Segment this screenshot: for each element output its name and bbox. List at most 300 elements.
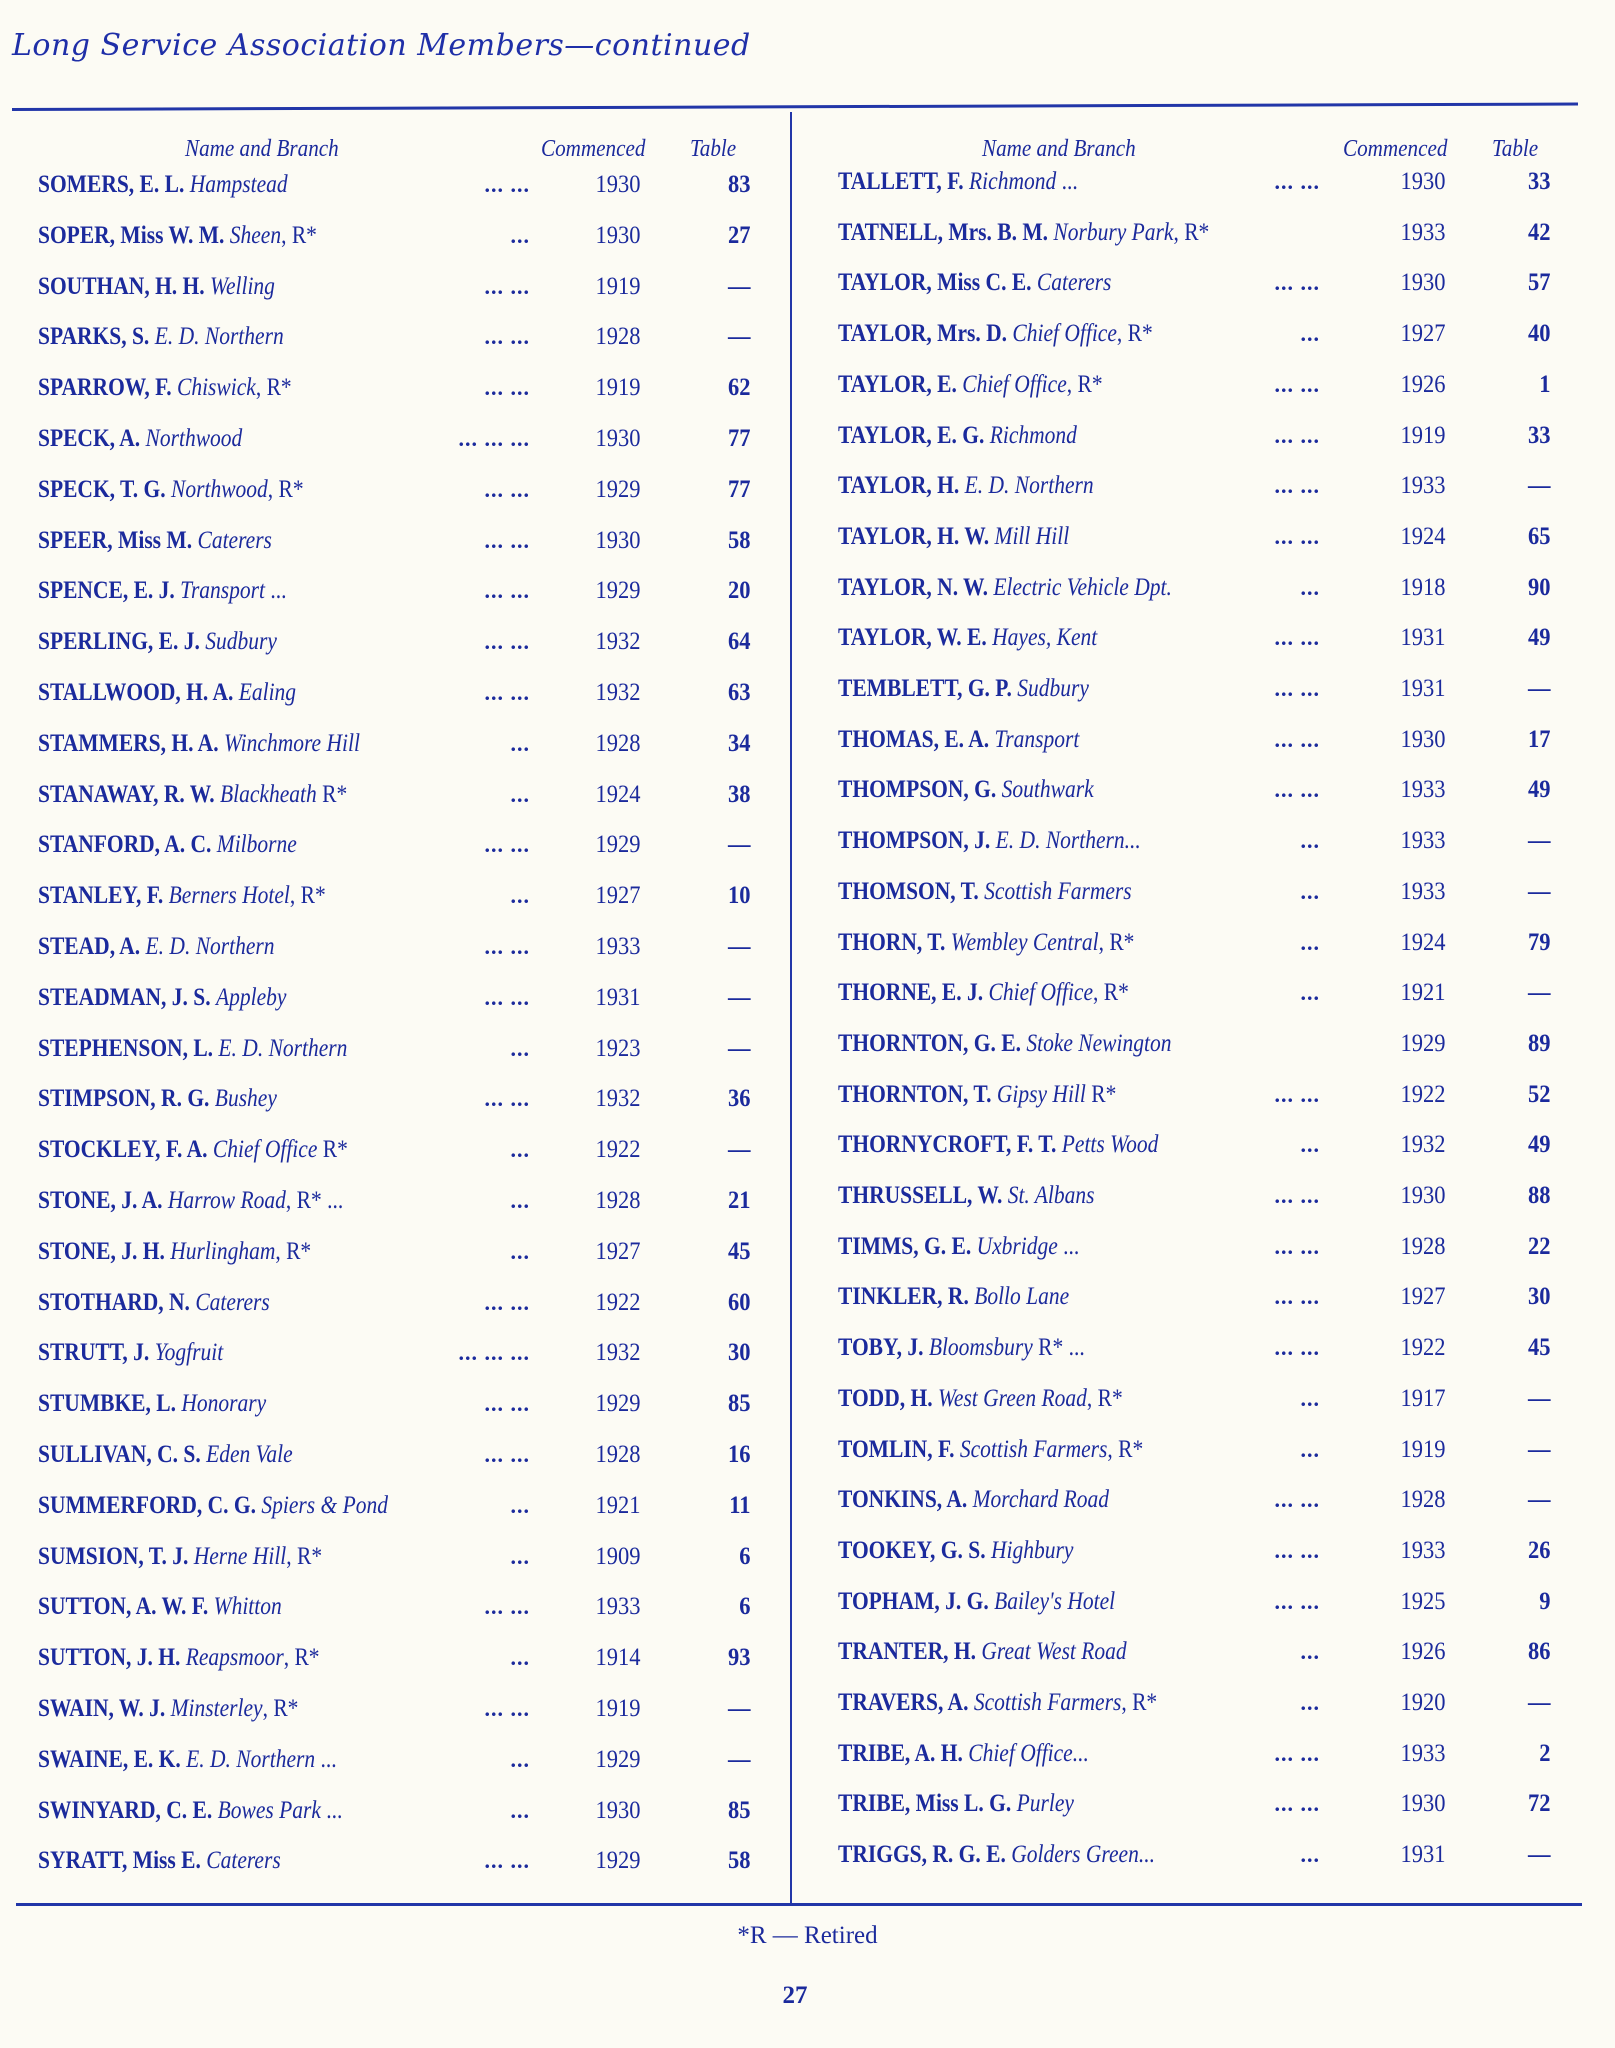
table-number: 60 (728, 1288, 751, 1316)
commenced-year: 1929 (595, 1745, 641, 1773)
member-name: SPEER, Miss M. (38, 526, 193, 554)
member-name: SUMMERFORD, C. G. (38, 1491, 256, 1519)
bottom-rule (16, 1903, 1582, 1906)
member-branch: Chief Office (1012, 320, 1117, 348)
table-number: 85 (728, 1390, 751, 1418)
member-name: THOMSON, T. (838, 877, 979, 905)
leader-dots: ... ... (484, 629, 530, 655)
member-suffix: ... (320, 1796, 343, 1824)
member-name-branch (38, 1384, 266, 1424)
member-name: TONKINS, A. (838, 1486, 968, 1514)
leader-dots: ... ... ... (458, 426, 530, 451)
commenced-year: 1930 (595, 171, 641, 198)
member-branch: Great West Road (981, 1638, 1127, 1666)
member-branch: Appleby (216, 983, 287, 1011)
leader-dots: ... ... (1274, 1284, 1320, 1310)
commenced-year: 1928 (595, 323, 641, 351)
leader-dots: ... ... (484, 934, 530, 959)
leader-dots: ... (510, 730, 530, 756)
member-name-branch (38, 1689, 298, 1729)
member-name: TRAVERS, A. (838, 1689, 969, 1716)
leader-dots: ... (510, 883, 530, 909)
commenced-year: 1922 (1400, 1080, 1446, 1108)
member-name-branch (38, 1029, 347, 1069)
member-branch: Electric Vehicle Dpt. (993, 573, 1172, 601)
member-branch: Transport (180, 577, 266, 605)
leader-dots: ... ... (1274, 625, 1320, 651)
member-name-branch (38, 1232, 311, 1272)
member-name: THORNE, E. J. (838, 979, 984, 1007)
member-name-branch (838, 1430, 1143, 1470)
member-suffix: , R* (1173, 218, 1210, 246)
member-branch: Uxbridge (976, 1232, 1058, 1260)
commenced-year: 1930 (1400, 1790, 1446, 1818)
member-name: STOTHARD, N. (38, 1288, 190, 1316)
member-name: TALLETT, F. (838, 168, 964, 195)
member-branch: Caterers (197, 526, 272, 554)
member-name: THOMPSON, J. (838, 827, 991, 855)
leader-dots: ... ... (484, 680, 530, 705)
table-number: 6 (739, 1593, 751, 1621)
table-number: 36 (728, 1085, 751, 1113)
leader-dots: ... ... (484, 1594, 530, 1620)
commenced-year: 1926 (1400, 370, 1446, 398)
member-name: SUTTON, J. H. (38, 1644, 181, 1672)
table-number: 10 (728, 882, 751, 910)
table-number: — (1528, 675, 1551, 702)
leader-dots: ... (510, 1492, 530, 1518)
member-branch: Hampstead (189, 171, 288, 198)
member-suffix: , R* (1116, 320, 1153, 348)
member-name-branch (838, 1227, 1079, 1267)
commenced-year: 1927 (595, 882, 641, 910)
member-name: SPECK, T. G. (38, 475, 166, 503)
member-name-branch (38, 1587, 282, 1627)
leader-dots: ... (1300, 1842, 1320, 1868)
member-name: TODD, H. (838, 1384, 933, 1412)
member-branch: Whitton (213, 1593, 282, 1621)
column-divider (790, 112, 792, 1904)
leader-dots: ... ... ... (458, 1340, 530, 1366)
member-branch: Sudbury (1017, 675, 1089, 702)
member-branch: Southwark (1001, 776, 1094, 804)
commenced-year: 1922 (1400, 1334, 1446, 1362)
member-suffix: , R* (289, 882, 326, 910)
member-name: THOMPSON, G. (838, 776, 997, 804)
member-name-branch (38, 1791, 342, 1831)
leader-dots: ... ... (1274, 777, 1320, 803)
leader-dots: ... ... (1274, 270, 1320, 296)
member-name-branch (838, 1582, 1115, 1622)
member-name: SOUTHAN, H. H. (38, 272, 205, 300)
commenced-year: 1932 (595, 679, 641, 706)
table-number: 57 (1528, 269, 1551, 297)
leader-dots: ... (1300, 1690, 1320, 1715)
leader-dots: ... (1300, 1436, 1320, 1462)
member-branch: E. D. Northern... (995, 827, 1141, 855)
member-name: TOBY, J. (838, 1334, 924, 1362)
member-name-branch (838, 1277, 1069, 1317)
table-number: — (1528, 1435, 1551, 1463)
commenced-year: 1932 (595, 1085, 641, 1113)
leader-dots: ... ... (484, 375, 530, 401)
leader-dots: ... (1300, 574, 1320, 600)
leader-dots: ... ... (1274, 422, 1320, 448)
member-name-branch (38, 1283, 270, 1323)
table-number: 49 (1528, 776, 1551, 804)
leader-dots: ... ... (484, 832, 530, 858)
leader-dots: ... ... (1274, 1081, 1320, 1107)
table-number: 30 (728, 1339, 751, 1367)
header-commenced: Commenced (1343, 136, 1448, 162)
member-suffix: , R* (1066, 370, 1103, 398)
commenced-year: 1933 (595, 1593, 641, 1621)
commenced-year: 1930 (1400, 269, 1446, 297)
member-branch: St. Albans (1007, 1182, 1095, 1209)
member-name: SOMERS, E. L. (38, 171, 185, 198)
leader-dots: ... ... (484, 578, 530, 604)
leader-dots: ... ... (1274, 1537, 1320, 1563)
member-name: TATNELL, Mrs. B. M. (838, 218, 1049, 246)
member-name-branch (838, 517, 1069, 557)
header-name-branch: Name and Branch (982, 136, 1136, 162)
member-name-branch (38, 1333, 223, 1373)
commenced-year: 1919 (1400, 1435, 1446, 1463)
member-branch: Bailey's Hotel (994, 1587, 1116, 1615)
commenced-year: 1924 (595, 780, 641, 808)
member-name: SOPER, Miss W. M. (38, 221, 225, 249)
member-branch: Hurlingham (170, 1237, 276, 1265)
commenced-year: 1929 (595, 1847, 641, 1875)
member-branch: Blackheath (220, 780, 317, 808)
header-table: Table (690, 136, 737, 162)
leader-dots: ... (1300, 828, 1320, 854)
table-number: 83 (728, 171, 751, 198)
leader-dots: ... ... (1274, 1233, 1320, 1259)
commenced-year: 1932 (595, 1339, 641, 1367)
commenced-year: 1929 (595, 1390, 641, 1418)
member-branch: Wembley Central (950, 928, 1099, 956)
table-number: 16 (728, 1441, 751, 1468)
member-branch: Purley (1016, 1790, 1074, 1818)
leader-dots: ... (510, 1797, 530, 1823)
member-name: STUMBKE, L. (38, 1390, 176, 1418)
table-number: — (728, 831, 751, 859)
table-number: — (728, 1745, 751, 1773)
table-number: 33 (1528, 421, 1551, 449)
member-suffix: R* (316, 780, 348, 808)
table-number: 90 (1528, 573, 1551, 601)
member-name: SUTTON, A. W. F. (38, 1593, 209, 1621)
commenced-year: 1931 (1400, 1841, 1446, 1869)
member-name: STANFORD, A. C. (38, 831, 212, 859)
member-branch: Chiswick (176, 374, 256, 402)
member-suffix: , R* (286, 1542, 323, 1570)
table-number: 27 (728, 221, 751, 249)
member-suffix: , R* (1098, 928, 1135, 956)
member-name: SULLIVAN, C. S. (38, 1441, 201, 1468)
member-branch: Berners Hotel (168, 882, 290, 910)
member-branch: Scottish Farmers (973, 1689, 1122, 1716)
member-name-branch (838, 1784, 1074, 1824)
member-branch: Spiers & Pond (261, 1491, 388, 1519)
member-name: THORNTON, T. (838, 1080, 992, 1108)
member-branch: E. D. Northern (964, 472, 1094, 500)
member-name: TRIGGS, R. G. E. (838, 1841, 1006, 1869)
member-branch: Bollo Lane (974, 1283, 1070, 1311)
leader-dots: ... ... (484, 273, 530, 299)
leader-dots: ... ... (1274, 523, 1320, 549)
table-number: 20 (728, 577, 751, 605)
leader-dots: ... ... (1274, 1335, 1320, 1361)
member-name-branch (838, 1632, 1127, 1672)
table-number: — (1528, 1841, 1551, 1869)
commenced-year: 1930 (1400, 168, 1446, 195)
member-name-branch (838, 973, 1129, 1013)
leader-dots: ... ... (1274, 1791, 1320, 1817)
member-branch: Minsterley (170, 1695, 263, 1722)
member-suffix: , R* ... (285, 1187, 344, 1214)
leader-dots: ... ... (484, 172, 530, 197)
commenced-year: 1922 (595, 1288, 641, 1316)
leader-dots: ... ... (484, 1086, 530, 1112)
member-branch: Caterers (1036, 269, 1112, 297)
leader-dots: ... (510, 1188, 530, 1213)
table-number: 49 (1528, 624, 1551, 652)
commenced-year: 1921 (1400, 979, 1446, 1007)
commenced-year: 1933 (1400, 827, 1446, 855)
member-name: TAYLOR, N. W. (838, 573, 988, 601)
member-name-branch (838, 263, 1111, 303)
commenced-year: 1914 (595, 1644, 641, 1672)
leader-dots: ... ... (1274, 169, 1320, 194)
commenced-year: 1933 (1400, 1536, 1446, 1564)
member-name-branch (38, 1537, 322, 1577)
member-name-branch (838, 770, 1094, 810)
member-branch: West Green Road (937, 1384, 1087, 1412)
member-name: TRANTER, H. (838, 1638, 976, 1666)
member-branch: Richmond (969, 168, 1057, 195)
table-number: 6 (739, 1542, 751, 1570)
member-suffix: , R* (275, 1237, 312, 1265)
member-branch: Eden Vale (206, 1441, 293, 1468)
leader-dots: ... (510, 1543, 530, 1569)
leader-dots: ... (510, 781, 530, 807)
table-number: 62 (728, 374, 751, 402)
member-name-branch (838, 669, 1089, 709)
member-name: TINKLER, R. (838, 1283, 969, 1311)
table-number: 58 (728, 1847, 751, 1875)
member-name: TOOKEY, G. S. (838, 1536, 986, 1564)
member-name-branch (838, 872, 1132, 912)
leader-dots: ... ... (484, 984, 530, 1010)
table-number: — (1528, 979, 1551, 1007)
commenced-year: 1927 (1400, 320, 1446, 348)
leader-dots: ... (1300, 929, 1320, 955)
member-name-branch (38, 876, 326, 916)
table-number: — (728, 1136, 751, 1164)
header-name-branch: Name and Branch (185, 136, 339, 162)
commenced-year: 1933 (1400, 218, 1446, 246)
member-name: TOMLIN, F. (838, 1435, 955, 1463)
member-branch: Northwood (171, 475, 268, 503)
member-suffix: , R* (1107, 1435, 1144, 1463)
commenced-year: 1923 (595, 1034, 641, 1062)
member-name: TAYLOR, W. E. (838, 624, 987, 652)
commenced-year: 1909 (595, 1542, 641, 1570)
member-branch: Reapsmoor (185, 1644, 284, 1672)
member-name-branch (38, 1079, 277, 1119)
member-name-branch (38, 927, 275, 967)
member-branch: Ealing (238, 679, 297, 706)
member-name: SWINYARD, C. E. (38, 1796, 213, 1824)
commenced-year: 1929 (595, 831, 641, 859)
commenced-year: 1920 (1400, 1689, 1446, 1716)
member-branch: Welling (210, 272, 275, 300)
member-name: TAYLOR, H. (838, 472, 960, 500)
member-name-branch (838, 314, 1153, 354)
member-name-branch (838, 568, 1172, 608)
commenced-year: 1931 (595, 983, 641, 1011)
member-name-branch (38, 825, 297, 865)
commenced-year: 1919 (595, 374, 641, 402)
member-name-branch (38, 1130, 348, 1170)
commenced-year: 1924 (1400, 928, 1446, 956)
member-name: STRUTT, J. (38, 1339, 150, 1367)
table-number: 17 (1528, 725, 1551, 753)
member-name-branch (838, 1531, 1073, 1571)
commenced-year: 1929 (595, 577, 641, 605)
table-number: — (1528, 877, 1551, 905)
table-number: 26 (1528, 1536, 1551, 1564)
leader-dots: ... ... (1274, 473, 1320, 499)
member-name-branch (838, 1734, 1089, 1774)
table-number: 2 (1539, 1739, 1551, 1767)
member-name-branch (38, 317, 284, 357)
commenced-year: 1930 (1400, 1182, 1446, 1209)
leader-dots: ... ... (484, 1696, 530, 1721)
table-number: — (1528, 1384, 1551, 1412)
member-name: STIMPSON, R. G. (38, 1085, 210, 1113)
member-branch: Scottish Farmers (959, 1435, 1108, 1463)
leader-dots: ... ... (484, 1848, 530, 1874)
member-suffix: , R* (267, 475, 304, 503)
member-name-branch (838, 1835, 1155, 1875)
member-name-branch (38, 1181, 343, 1221)
leader-dots: ... (1300, 1639, 1320, 1665)
member-name-branch (38, 673, 296, 713)
leader-dots: ... ... (484, 324, 530, 350)
member-name: SPECK, A. (38, 425, 141, 452)
member-suffix: , R* (1086, 1384, 1123, 1412)
leader-dots: ... (510, 1035, 530, 1061)
table-number: 63 (728, 679, 751, 706)
member-name: THORNTON, G. E. (838, 1029, 1021, 1057)
top-rule (12, 103, 1578, 111)
commenced-year: 1928 (595, 1187, 641, 1214)
leader-dots: ... (510, 1137, 530, 1163)
member-name-branch (838, 1480, 1109, 1520)
member-name: TIMMS, G. E. (838, 1232, 972, 1260)
table-number: 30 (1528, 1283, 1551, 1311)
leader-dots: ... (1300, 878, 1320, 904)
member-name-branch (838, 821, 1141, 861)
member-name: SUMSION, T. J. (38, 1542, 189, 1570)
member-suffix: ... (1057, 1232, 1080, 1260)
member-name-branch (38, 419, 242, 459)
commenced-year: 1930 (595, 1796, 641, 1824)
member-name-branch (38, 571, 287, 611)
member-branch: Mill Hill (994, 522, 1070, 550)
table-number: — (728, 272, 751, 300)
member-name-branch (838, 923, 1134, 963)
commenced-year: 1924 (1400, 522, 1446, 550)
leader-dots: ... ... (484, 1391, 530, 1417)
leader-dots: ... (1300, 1385, 1320, 1411)
member-name-branch (838, 213, 1209, 253)
commenced-year: 1917 (1400, 1384, 1446, 1412)
member-branch: Bloomsbury (928, 1334, 1033, 1362)
member-branch: Petts Wood (1061, 1131, 1159, 1159)
leader-dots: ... ... (1274, 1740, 1320, 1766)
member-branch: Morchard Road (972, 1486, 1109, 1514)
member-name-branch (38, 1740, 337, 1780)
member-branch: Caterers (206, 1847, 281, 1875)
table-number: 33 (1528, 168, 1551, 195)
leader-dots: ... ... (1274, 1487, 1320, 1513)
member-name-branch (838, 162, 1078, 202)
member-branch: Milborne (216, 831, 297, 859)
member-name: TAYLOR, H. W. (838, 522, 990, 550)
member-name: SPERLING, E. J. (38, 628, 200, 656)
member-name: STANLEY, F. (38, 882, 164, 910)
table-number: 21 (728, 1187, 751, 1214)
member-suffix: ... (1056, 168, 1078, 195)
commenced-year: 1930 (1400, 725, 1446, 753)
commenced-year: 1930 (595, 221, 641, 249)
table-number: — (728, 1034, 751, 1062)
member-name: STEAD, A. (38, 933, 141, 960)
member-name: SPARROW, F. (38, 374, 172, 402)
table-number: — (1528, 827, 1551, 855)
member-branch: Honorary (181, 1390, 267, 1418)
member-branch: Herne Hill (193, 1542, 287, 1570)
member-name-branch (38, 267, 275, 307)
commenced-year: 1929 (1400, 1029, 1446, 1057)
member-name-branch (838, 365, 1103, 405)
table-number: — (1528, 1486, 1551, 1514)
table-number: — (728, 983, 751, 1011)
member-name-branch (38, 470, 304, 510)
member-branch: Bowes Park (217, 1796, 321, 1824)
member-name-branch (838, 720, 1079, 760)
table-number: 22 (1528, 1232, 1551, 1260)
member-name: SYRATT, Miss E. (38, 1847, 201, 1875)
member-name-branch (38, 1486, 388, 1526)
member-branch: Caterers (195, 1288, 270, 1316)
page-title: Long Service Association Members—continued (12, 28, 751, 63)
leader-dots: ... ... (484, 1289, 530, 1315)
member-name: TAYLOR, Mrs. D. (838, 320, 1008, 348)
commenced-year: 1928 (595, 729, 641, 757)
member-name: TAYLOR, E. G. (838, 421, 985, 449)
member-name-branch (838, 1328, 1085, 1368)
table-number: — (728, 323, 751, 351)
member-name-branch (838, 1125, 1158, 1165)
footnote-retired: *R — Retired (737, 1922, 878, 1949)
member-name: THOMAS, E. A. (838, 725, 990, 753)
commenced-year: 1925 (1400, 1587, 1446, 1615)
